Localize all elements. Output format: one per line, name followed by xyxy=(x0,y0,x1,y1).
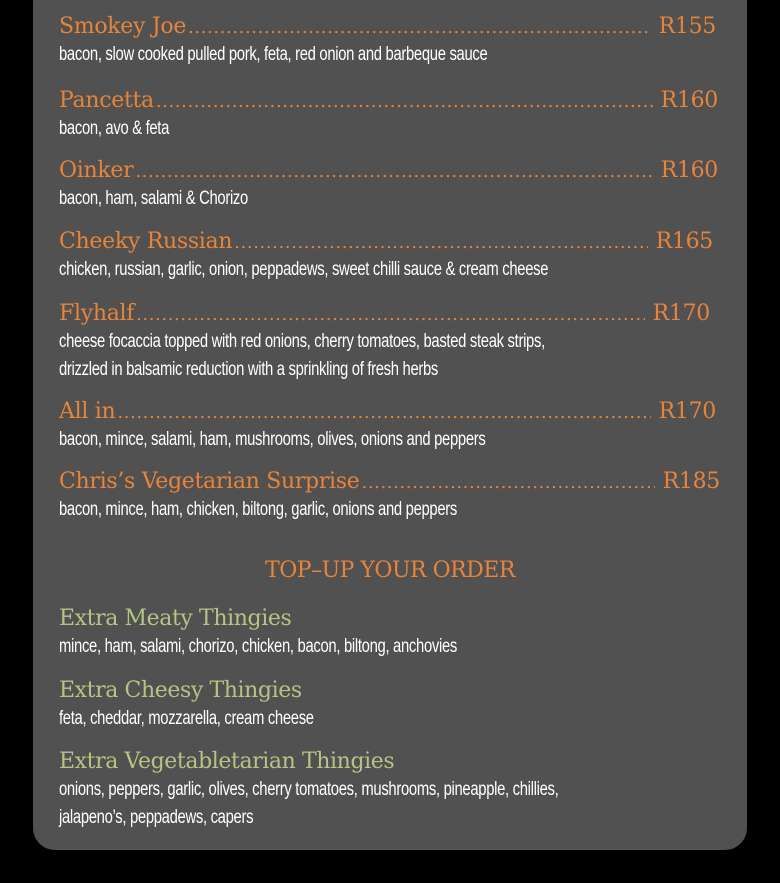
menu-item-description: bacon, mince, salami, ham, mushrooms, olives, onions and peppers xyxy=(59,429,486,450)
menu-item-title-row xyxy=(59,469,720,496)
menu-item-description: chicken, russian, garlic, onion, peppadews, sweet chilli sauce & cream cheese xyxy=(59,259,549,280)
menu-item-price: R170 xyxy=(652,301,710,326)
menu-item-cheeky-russian xyxy=(59,229,713,284)
menu-item-title-row xyxy=(59,14,716,41)
dot-leader xyxy=(234,230,647,256)
menu-item-title-row xyxy=(59,229,713,256)
extra-title: Extra Vegetabletarian Thingies xyxy=(59,749,395,774)
menu-item-price: R185 xyxy=(662,469,720,494)
menu-item-name: Cheeky Russian xyxy=(59,229,233,254)
menu-item-pancetta xyxy=(59,88,718,143)
menu-item-price: R155 xyxy=(658,14,716,39)
menu-item-description-line-1: cheese focaccia topped with red onions, cherry tomatoes, basted steak strips, xyxy=(59,331,545,352)
extra-cheesy-thingies xyxy=(59,677,386,733)
menu-item-price: R160 xyxy=(660,158,718,183)
menu-item-name: All in xyxy=(59,399,116,424)
menu-item-title-row xyxy=(59,399,716,426)
dot-leader xyxy=(135,159,652,185)
menu-item-flyhalf xyxy=(59,301,710,384)
menu-item-name: Pancetta xyxy=(59,88,154,113)
extra-description: mince, ham, salami, chorizo, chicken, bacon, biltong, anchovies xyxy=(59,636,457,657)
topup-section-heading: TOP–UP YOUR ORDER xyxy=(265,558,515,583)
extra-description: feta, cheddar, mozzarella, cream cheese xyxy=(59,708,314,729)
extra-meaty-thingies xyxy=(59,605,569,661)
menu-item-title-row xyxy=(59,301,710,328)
menu-item-name: Oinker xyxy=(59,158,134,183)
menu-item-description-line-2: drizzled in balsamic reduction with a sprinkling of fresh herbs xyxy=(59,359,439,380)
extra-title: Extra Meaty Thingies xyxy=(59,606,292,631)
extra-description-line-2: jalapeno’s, peppadews, capers xyxy=(59,807,254,828)
extra-description-line-1: onions, peppers, garlic, olives, cherry tomatoes, mushrooms, pineapple, chillies, xyxy=(59,779,559,800)
extra-vegetabletarian-thingies xyxy=(59,748,699,832)
menu-item-chris-vegetarian-surprise xyxy=(59,469,720,524)
menu-item-oinker xyxy=(59,158,718,213)
menu-item-title-row xyxy=(59,158,718,185)
menu-item-all-in xyxy=(59,399,716,454)
menu-item-smokey-joe xyxy=(59,14,716,69)
menu-item-price: R170 xyxy=(658,399,716,424)
menu-item-description: bacon, avo & feta xyxy=(59,118,170,139)
menu-item-title-row xyxy=(59,88,718,115)
menu-item-price: R160 xyxy=(660,88,718,113)
menu-item-description: bacon, mince, ham, chicken, biltong, garlic, onions and peppers xyxy=(59,499,458,520)
menu-item-description: bacon, slow cooked pulled pork, feta, red onion and barbeque sauce xyxy=(59,44,488,65)
dot-leader xyxy=(188,15,651,41)
menu-item-name: Flyhalf xyxy=(59,301,135,326)
dot-leader xyxy=(117,400,650,426)
menu-item-description: bacon, ham, salami & Chorizo xyxy=(59,188,248,209)
menu-item-price: R165 xyxy=(655,229,713,254)
dot-leader xyxy=(156,89,653,115)
dot-leader xyxy=(136,302,645,328)
dot-leader xyxy=(362,470,655,496)
menu-item-name: Chris’s Vegetarian Surprise xyxy=(59,469,360,494)
menu-item-name: Smokey Joe xyxy=(59,14,187,39)
extra-title: Extra Cheesy Thingies xyxy=(59,678,302,703)
